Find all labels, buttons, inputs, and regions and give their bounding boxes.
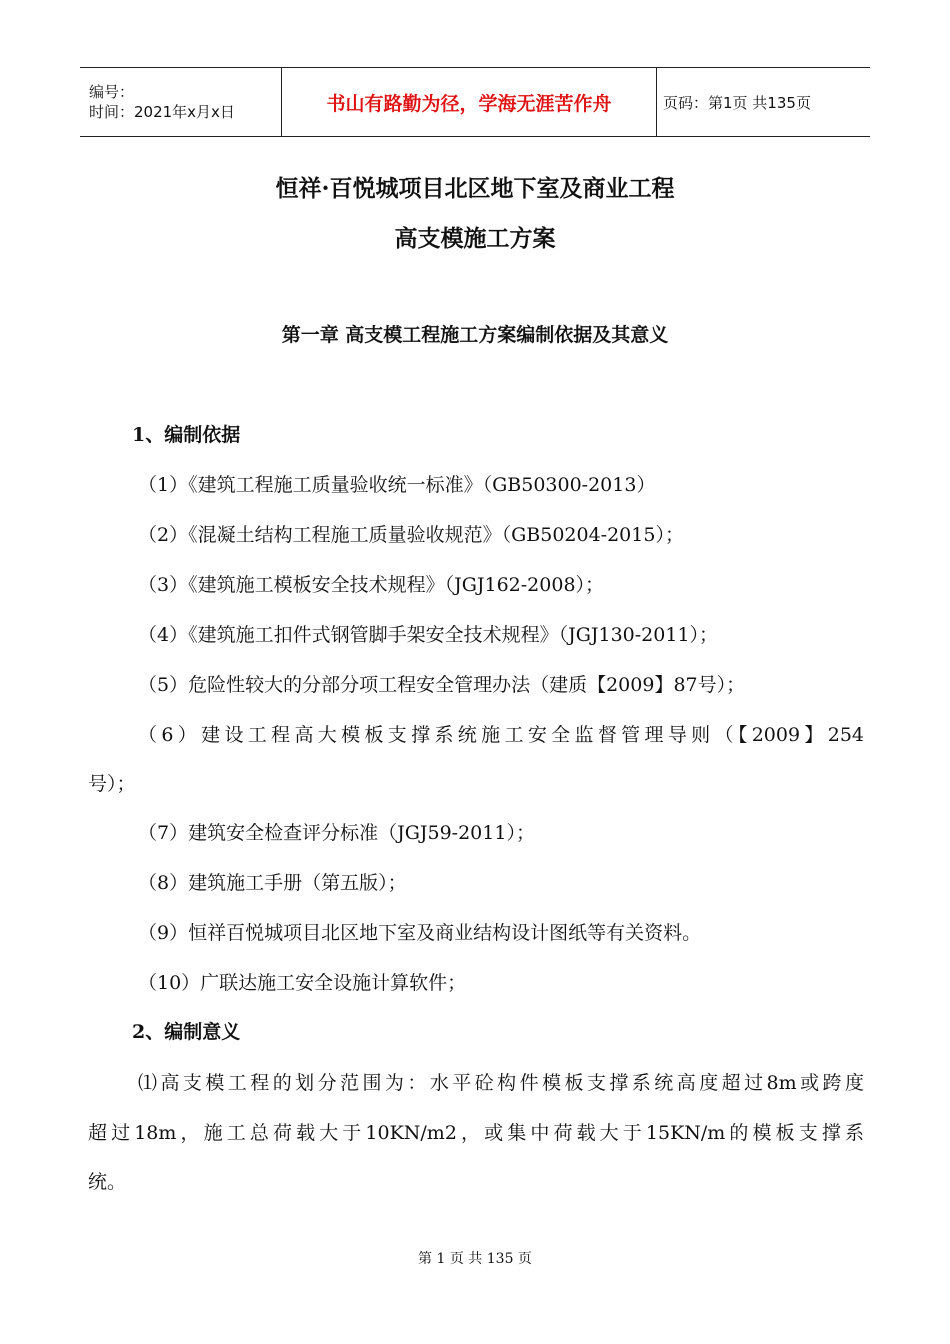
basis-item-2: （2）《混凝土结构工程施工质量验收规范》（GB50204-2015）； xyxy=(138,524,684,546)
section-heading-significance: 2、编制意义 xyxy=(132,1021,241,1043)
basis-item-1: （1）《建筑工程施工质量验收统一标准》（GB50300-2013） xyxy=(138,474,656,496)
significance-line-2: 超过18m，施工总荷载大于10KN/m2，或集中荷载大于15KN/m的模板支撑系 xyxy=(88,1122,864,1144)
basis-item-10: （10）广联达施工安全设施计算软件； xyxy=(138,972,467,994)
header-motto: 书山有路勤为径，学海无涯苦作舟 xyxy=(326,92,612,115)
basis-item-8: （8）建筑施工手册（第五版）； xyxy=(138,872,407,894)
page-footer: 第 1 页 共 135 页 xyxy=(418,1251,532,1267)
significance-line-1: ⑴高支模工程的划分范围为：水平砼构件模板支撑系统高度超过8m或跨度 xyxy=(138,1072,864,1094)
basis-item-9: （9）恒祥百悦城项目北区地下室及商业结构设计图纸等有关资料。 xyxy=(138,922,702,944)
header-motto-cell xyxy=(281,68,657,136)
chapter-heading: 第一章 高支模工程施工方案编制依据及其意义 xyxy=(281,324,669,346)
basis-item-4: （4）《建筑施工扣件式钢管脚手架安全技术规程》（JGJ130-2011）； xyxy=(138,624,719,646)
document-number-label: 编号： xyxy=(89,83,135,101)
basis-item-3: （3）《建筑施工模板安全技术规程》（JGJ162-2008）； xyxy=(138,574,605,596)
header-left-cell xyxy=(80,68,281,136)
header-page-info: 页码：第1页 共135页 xyxy=(663,93,811,112)
section-heading-basis: 1、编制依据 xyxy=(132,424,241,446)
significance-line-3: 统。 xyxy=(88,1171,127,1193)
page-header xyxy=(80,67,870,137)
document-title-line2: 高支模施工方案 xyxy=(394,225,556,252)
document-time: 时间：2021年x月x日 xyxy=(89,103,235,121)
header-page-cell xyxy=(657,68,870,136)
basis-item-5: （5）危险性较大的分部分项工程安全管理办法（建质【2009】87号）； xyxy=(138,674,746,696)
document-title-line1: 恒祥·百悦城项目北区地下室及商业工程 xyxy=(275,175,675,202)
basis-item-7: （7）建筑安全检查评分标准（JGJ59-2011）； xyxy=(138,822,535,844)
basis-item-6: （6）建设工程高大模板支撑系统施工安全监督管理导则（【2009】254 xyxy=(138,724,864,746)
basis-item-6-continued: 号）； xyxy=(88,773,136,795)
